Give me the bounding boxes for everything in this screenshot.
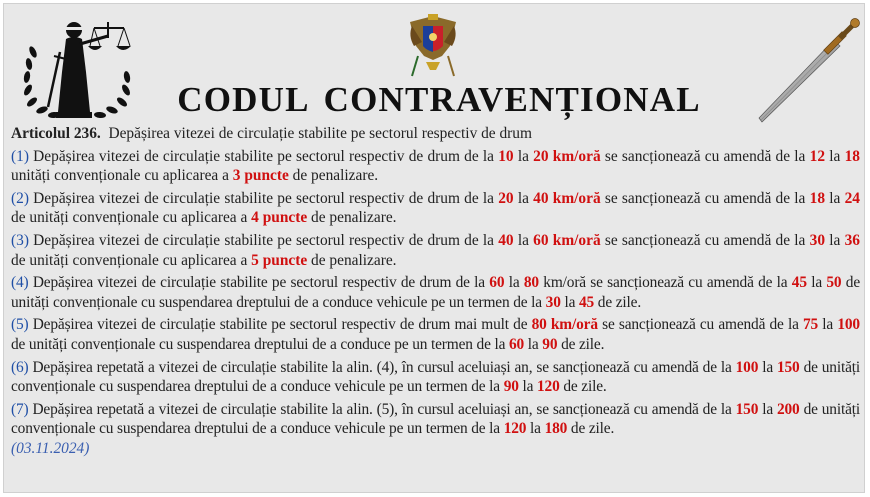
highlighted-value: 30 [809,231,826,249]
highlighted-value: 30 [545,293,561,311]
highlighted-value: 120 [537,378,560,396]
highlighted-value: 3 puncte [232,167,289,185]
article-number: Articolul 236. [11,125,101,142]
paragraph-text: la [762,400,774,418]
paragraph-number: (1) [11,147,29,165]
paragraph-text: la [517,189,529,207]
title-word: CONTRAVENȚIONAL [323,80,701,119]
paragraph-2 [11,189,860,228]
paragraph-text: de unități convenționale cu aplicarea a [11,251,248,269]
paragraph-text: de zile. [597,293,642,311]
paragraph-text: de unități convenționale cu suspendarea dreptului de a conduce vehicule pe un termen de la [11,274,861,311]
highlighted-value: 60 [508,335,525,353]
paragraph-4 [11,273,860,312]
highlighted-value: 50 [826,274,842,292]
paragraph-text: la [762,358,774,376]
paragraph-text: se sancționează cu amendă de la [602,316,799,334]
paragraph-text: la [564,293,576,311]
highlighted-value: 90 [503,378,519,396]
paragraph-text: se sancționează cu amendă de la [604,147,806,165]
highlighted-value: 20 [498,189,514,207]
highlighted-value: 90 [542,335,558,353]
paragraph-text: unități convenționale cu aplicarea a [11,167,229,185]
paragraph-text: Depășirea vitezei de circulație stabilite pe sectorul respectiv de drum mai mult de [32,316,528,334]
article-heading [11,124,860,144]
highlighted-value: 4 puncte [251,209,308,227]
revision-date: (03.11.2024) [11,439,90,457]
paragraph-text: Depășirea repetată a vitezei de circulație stabilite la alin. (5), în cursul aceluiași an, se sancționează cu amendă de la [32,400,732,418]
paragraph-text: la [527,335,539,353]
article-content [11,124,860,459]
paragraph-text: de unități convenționale cu suspendarea dreptului de a conduce vehicule pe un termen de la [11,400,861,438]
paragraph-text: la [822,316,834,334]
paragraph-text: de penalizare. [311,209,397,227]
highlighted-value: 200 [776,400,800,418]
highlighted-value: 18 [844,147,860,165]
highlighted-value: 10 [498,147,514,165]
paragraph-text: la [522,378,534,396]
paragraph-text: de zile. [563,378,607,396]
paragraph-text: de unități convenționale cu suspendarea dreptului de a conduce vehicule pe un termen de la [11,358,861,396]
paragraph-text: km/oră se sancționează cu amendă de la [543,274,788,292]
page-title [4,80,870,120]
highlighted-value: 80 km/oră [531,316,598,334]
highlighted-value: 45 [578,293,595,311]
highlighted-value: 40 km/oră [533,189,601,207]
paragraph-1 [11,147,860,186]
paragraph-number: (3) [11,231,29,249]
paragraph-number: (5) [11,316,29,334]
paragraph-5 [11,315,860,354]
highlighted-value: 180 [544,420,568,438]
highlighted-value: 60 km/oră [533,231,601,249]
highlighted-value: 40 [498,231,514,249]
highlighted-value: 45 [791,274,807,292]
paragraph-text: la [829,231,841,249]
highlighted-value: 75 [802,316,819,334]
paragraph-text: de zile. [561,335,605,353]
highlighted-value: 150 [735,400,759,418]
paragraph-text: Depășirea vitezei de circulație stabilite pe sectorul respectiv de drum de la [33,231,495,249]
paragraph-3 [11,231,860,270]
paragraph-text: se sancționează cu amendă de la [604,189,806,207]
paragraph-7 [11,400,860,439]
highlighted-value: 5 puncte [251,251,308,269]
title-word: CODUL [177,80,310,119]
paragraph-text: se sancționează cu amendă de la [604,231,806,249]
paragraph-number: (7) [11,400,29,418]
highlighted-value: 60 [489,274,505,292]
highlighted-value: 24 [844,189,860,207]
paragraph-text: Depășirea vitezei de circulație stabilite pe sectorul respectiv de drum de la [32,274,485,292]
paragraph-text: de penalizare. [311,251,397,269]
paragraph-text: Depășirea repetată a vitezei de circulație stabilite la alin. (4), în cursul aceluiași an, se sancționează cu amendă de la [32,358,732,376]
paragraph-text: la [508,274,520,292]
paragraph-text: de unități convenționale cu suspendarea dreptului de a conduce pe un termen de la [11,335,506,353]
paragraph-number: (4) [11,274,29,292]
paragraph-text: la [829,147,841,165]
paragraph-text: la [530,420,541,438]
highlighted-value: 120 [503,420,527,438]
paragraph-6 [11,358,860,397]
paragraph-text: de penalizare. [292,167,379,185]
highlighted-value: 12 [809,147,826,165]
paragraph-number: (6) [11,358,29,376]
moldova-coat-of-arms-icon [406,12,460,80]
highlighted-value: 36 [844,231,860,249]
paragraph-text: la [829,189,841,207]
paragraph-text: de zile. [570,420,615,438]
paragraph-text: Depășirea vitezei de circulație stabilite pe sectorul respectiv de drum de la [33,189,495,207]
paragraph-text: de unități convenționale cu aplicarea a [11,209,248,227]
article-title: Depășirea vitezei de circulație stabilite pe sectorul respectiv de drum [108,125,532,142]
highlighted-value: 150 [776,358,800,376]
highlighted-value: 100 [837,316,860,334]
highlighted-value: 20 km/oră [533,147,601,165]
paragraph-number: (2) [11,189,29,207]
paragraph-text: la [517,231,529,249]
paragraph-text: la [811,274,823,292]
paragraph-text: Depășirea vitezei de circulație stabilite pe sectorul respectiv de drum de la [33,147,495,165]
highlighted-value: 100 [735,358,759,376]
paragraph-text: la [517,147,529,165]
highlighted-value: 80 [523,274,539,292]
highlighted-value: 18 [809,189,826,207]
